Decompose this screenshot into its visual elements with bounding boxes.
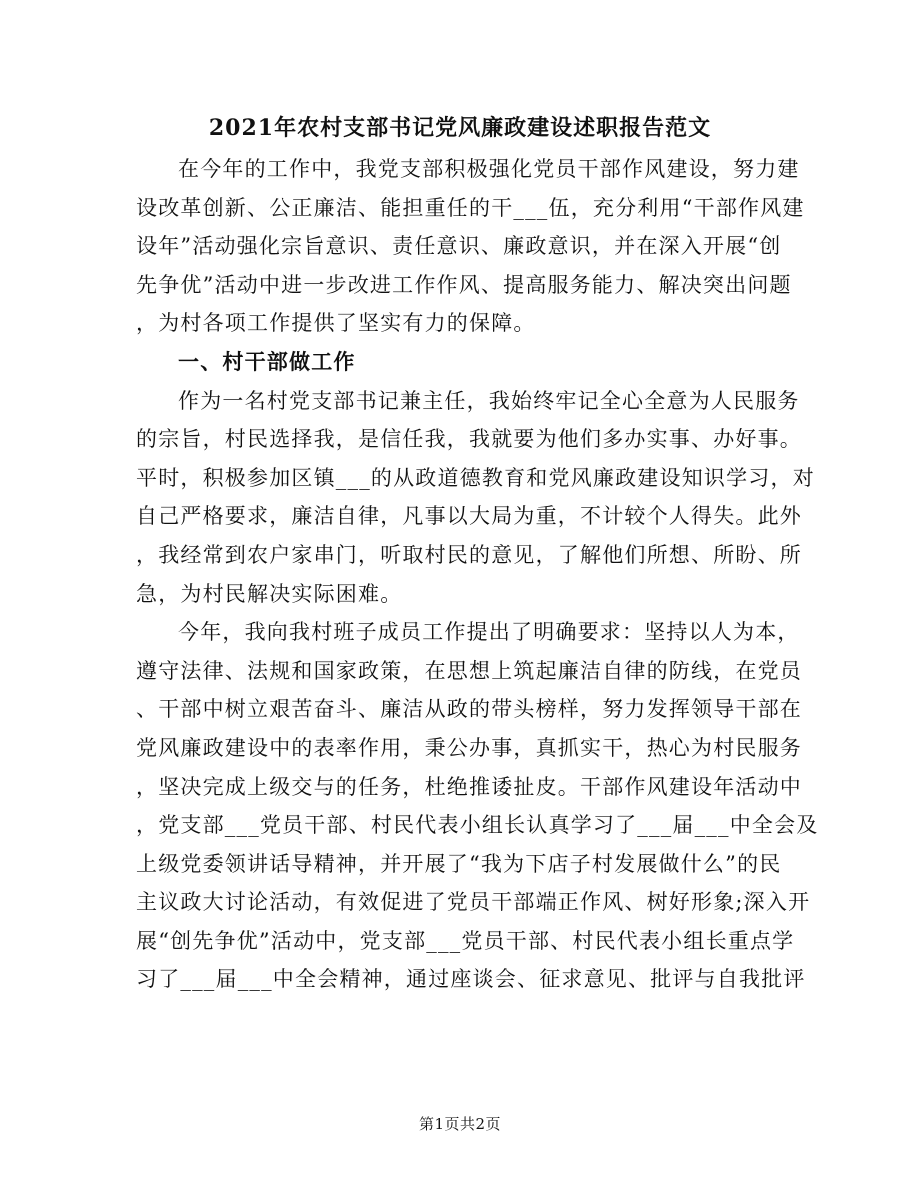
paragraph-line: 、干部中树立艰苦奋斗、廉洁从政的带头榜样，努力发挥领导干部在 <box>136 697 802 722</box>
paragraph-line: ，为村各项工作提供了坚实有力的保障。 <box>136 311 536 336</box>
paragraph-line: 上级党委领讲话导精神，并开展了“我为下店子村发展做什么”的民 <box>136 851 782 876</box>
paragraph-line: 急，为村民解决实际困难。 <box>136 581 403 606</box>
paragraph-line: 党风廉政建设中的表率作用，秉公办事，真抓实干，热心为村民服务 <box>136 735 802 760</box>
paragraph-line: 在今年的工作中，我党支部积极强化党员干部作风建设，努力建 <box>178 157 800 181</box>
page-number: 第1页共2页 <box>418 1115 502 1133</box>
paragraph-line: 今年，我向我村班子成员工作提出了明确要求：坚持以人为本， <box>178 620 800 645</box>
paragraph-line: 作为一名村党支部书记兼主任，我始终牢记全心全意为人民服务 <box>178 388 800 413</box>
paragraph-line: 遵守法律、法规和国家政策，在思想上筑起廉洁自律的防线，在党员 <box>136 658 802 683</box>
paragraph-line: 设年”活动强化宗旨意识、责任意识、廉政意识，并在深入开展“创 <box>136 234 782 259</box>
paragraph-line: 习了___届___中全会精神，通过座谈会、征求意见、批评与自我批评 <box>136 967 806 992</box>
paragraph-line: ，坚决完成上级交与的任务，杜绝推诿扯皮。干部作风建设年活动中 <box>136 774 802 799</box>
paragraph-line: 先争优”活动中进一步改进工作作风、提高服务能力、解决突出问题 <box>136 272 792 297</box>
document-title: 2021年农村支部书记党风廉政建设述职报告范文 <box>208 115 712 141</box>
paragraph-line: 设改革创新、公正廉洁、能担重任的干___伍，充分利用“干部作风建 <box>136 195 805 220</box>
section-heading: 一、村干部做工作 <box>178 348 356 374</box>
document-body <box>136 150 819 999</box>
paragraph-line: 平时，积极参加区镇___的从政道德教育和党风廉政建设知识学习，对 <box>136 465 815 490</box>
paragraph-line: 展“创先争优”活动中，党支部___党员干部、村民代表小组长重点学 <box>136 928 795 953</box>
paragraph-line: ，我经常到农户家串门，听取村民的意见，了解他们所想、所盼、所 <box>136 542 802 567</box>
paragraph-line: ，党支部___党员干部、村民代表小组长认真学习了___届___中全会及 <box>136 813 819 838</box>
paragraph-line: 主议政大讨论活动，有效促进了党员干部端正作风、树好形象;深入开 <box>136 890 811 915</box>
paragraph-line: 自己严格要求，廉洁自律，凡事以大局为重，不计较个人得失。此外 <box>136 504 802 529</box>
paragraph-line: 的宗旨，村民选择我，是信任我，我就要为他们多办实事、办好事。 <box>136 427 802 452</box>
